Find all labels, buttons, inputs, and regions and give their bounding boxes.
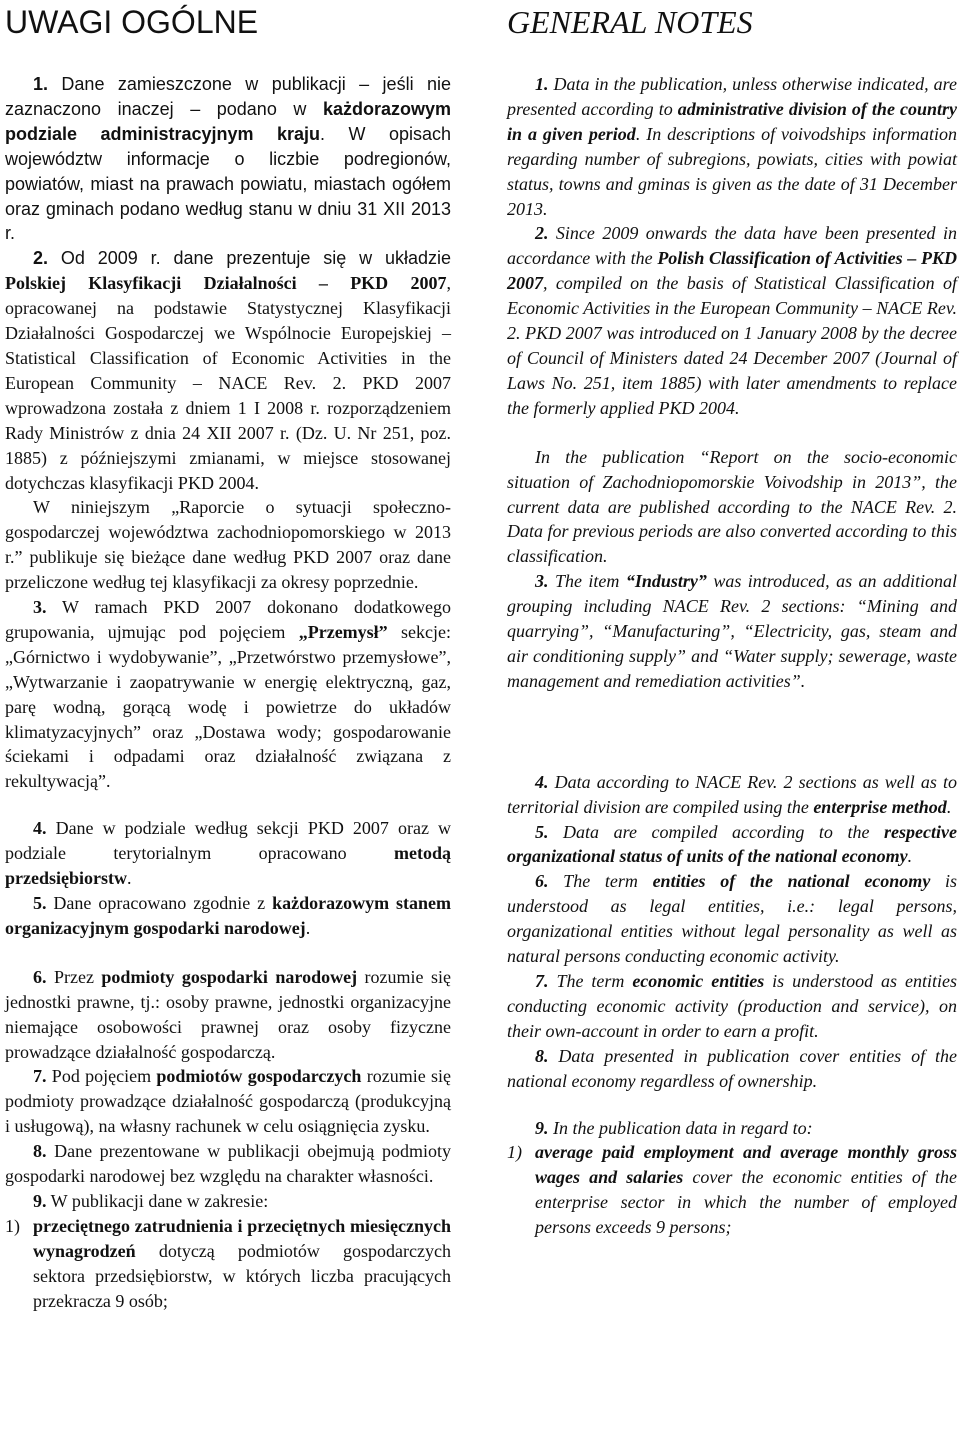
list-marker: 1) <box>5 1215 20 1236</box>
note-text: . W opisach województw informacje o liczbie podregionów, powiatów, miast na prawach powiatu, miastach ogółem oraz gminach podano według stanu w dniu 31 XII 2013 r. <box>5 123 451 244</box>
note-emphasis: Polish Classification of Activities – PKD 2007 <box>507 248 957 294</box>
note-number: 1. <box>535 74 549 94</box>
note-text: Data presented in publication cover entities of the national economy regardless of ownership. <box>507 1045 957 1091</box>
note-text: . <box>946 796 952 817</box>
english-note-5 <box>507 820 957 870</box>
polish-note-9 <box>5 1189 451 1214</box>
note-text: Dane prezentowane w publikacji obejmują podmioty gospodarki narodowej bez względu na charakter własności. <box>5 1141 451 1187</box>
polish-note-4 <box>5 816 451 891</box>
note-text: dotyczą podmiotów gospodarczych sektora przedsiębiorstw, w których liczba pracujących przekracza 9 osób; <box>33 1240 451 1311</box>
note-emphasis: każdorazowym stanem organizacyjnym gospodarki narodowej <box>5 893 451 938</box>
note-number: 2. <box>33 248 49 269</box>
note-text: is understood as legal entities, i.e.: legal persons, organizational entities without legal personality as well as natural persons conducting economic activity. <box>507 871 958 967</box>
note-emphasis: „Przemysł” <box>298 621 388 642</box>
note-text: W publikacji dane w zakresie: <box>46 1190 269 1211</box>
english-title: GENERAL NOTES <box>507 4 753 40</box>
note-number: 7. <box>535 971 549 991</box>
polish-note-6 <box>5 965 451 1065</box>
note-text: In the publication data in regard to: <box>548 1117 813 1138</box>
note-text: is understood as entities conducting economic activity (production and service), on their own-account in order to earn a profit. <box>507 971 957 1041</box>
note-emphasis: entities of the national economy <box>652 871 931 892</box>
note-text: Dane w podziale według sekcji PKD 2007 oraz w podziale terytorialnym opracowano <box>5 818 451 864</box>
polish-note-3 <box>5 595 451 794</box>
note-emphasis: przeciętnego zatrudnienia i przeciętnych miesięcznych wynagrodzeń <box>33 1215 451 1261</box>
note-text: . <box>126 868 132 889</box>
english-note-4 <box>507 770 957 820</box>
polish-note-2 <box>5 246 451 495</box>
polish-note-2b: W niniejszym „Raporcie o sytuacji społeczno-gospodarczej województwa zachodniopomorskiego w 2013 r.” publikuje się bieżące dane według PKD 2007 oraz dane przeliczone według tej klasyfikacji za okresy poprzednie. <box>5 497 451 593</box>
note-number: 3. <box>33 597 47 618</box>
note-text: rozumie się jednostki prawne, tj.: osoby prawne, jednostki organizacyjne niemające osobowości prawnej oraz osoby fizyczne prowadzące działalność gospodarczą. <box>5 966 451 1062</box>
note-number: 5. <box>33 893 47 913</box>
note-number: 4. <box>535 771 549 792</box>
english-note-2b: In the publication “Report on the socio-economic situation of Zachodniopomorskie Voivodship in 2013”, the current data are published according to the NACE Rev. 2. Data for previous periods are also converted according to this classification. <box>507 446 957 567</box>
note-number: 6. <box>33 966 47 987</box>
note-text: Data according to NACE Rev. 2 sections as well as to territorial division are compiled using the <box>507 771 957 817</box>
note-number: 7. <box>33 1066 47 1087</box>
note-text: . <box>907 846 913 867</box>
note-text: W ramach PKD 2007 dokonano dodatkowego grupowania, ujmując pod pojęciem <box>5 597 451 642</box>
note-number: 5. <box>535 821 549 842</box>
note-number: 6. <box>535 871 549 892</box>
english-note-3 <box>507 569 957 694</box>
note-number: 9. <box>535 1117 549 1138</box>
note-text: Data in the publication, unless otherwise indicated, are presented according to <box>507 74 957 119</box>
note-text: . In descriptions of voivodships information regarding number of subregions, powiats, cities with powiat status, towns and gminas is given as the date of 31 December 2013. <box>507 123 957 219</box>
note-number: 8. <box>33 1141 47 1162</box>
polish-note-1 <box>5 72 451 246</box>
note-text: Pod pojęciem <box>46 1066 157 1087</box>
english-list-item-1 <box>507 1140 957 1240</box>
note-emphasis: administrative division of the country in a given period <box>507 98 957 144</box>
polish-note-5 <box>5 891 451 941</box>
spacer <box>507 1094 957 1116</box>
english-column <box>507 0 957 1240</box>
note-text: , compiled on the basis of Statistical Classification of Economic Activities in the European Community – NACE Rev. 2. PKD 2007 was introduced on 1 January 2008 by the decree of Council of Ministers dated 24 December 2007 (Journal of Laws No. 251, item 1885) with later amendments to replace the formerly applied PKD 2004. <box>507 273 957 418</box>
note-text: was introduced, as an additional grouping including NACE Rev. 2 sections: “Mining and quarrying”, “Manufacturing”, “Electricity, gas, steam and air conditioning supply” and “Water supply; sewerage, waste management and remediation activities”. <box>507 571 957 691</box>
note-text: Data are compiled according to the <box>548 821 885 842</box>
note-text: , opracowanej na podstawie Statystycznej Klasyfikacji Działalności Gospodarczej we Wspólnocie Europejskiej – Statistical Classification of Economic Activities in the European Community – NACE Rev. 2. PKD 2007 wprowadzona została z dniem 1 I 2008 r. rozporządzeniem Rady Ministrów z dnia 24 XII 2007 r. (Dz. U. Nr 251, poz. 1885) z późniejszymi zmianami, w miejsce stosowanej dotychczas klasyfikacji PKD 2004. <box>5 273 451 493</box>
english-note-9 <box>507 1116 957 1141</box>
spacer <box>5 941 451 965</box>
english-note-6 <box>507 869 957 969</box>
english-note-2 <box>507 221 957 420</box>
english-note-1 <box>507 72 957 221</box>
note-text: cover the economic entities of the enterprise sector in which the number of employed persons exceeds 9 persons; <box>535 1167 957 1238</box>
polish-note-7 <box>5 1064 451 1139</box>
english-note-8 <box>507 1044 957 1094</box>
spacer <box>507 694 957 770</box>
note-text: Przez <box>46 966 102 987</box>
list-item-text <box>33 1214 451 1314</box>
note-text: Since 2009 onwards the data have been presented in accordance with the <box>507 223 957 269</box>
note-emphasis: enterprise method <box>813 796 947 817</box>
polish-title: UWAGI OGÓLNE <box>5 4 259 40</box>
english-note-7 <box>507 969 957 1044</box>
note-number: 8. <box>535 1045 549 1066</box>
note-emphasis: każdorazowym podziale administracyjnym kraju <box>5 98 451 144</box>
note-emphasis: respective organizational status of units of the national economy <box>507 821 957 867</box>
note-emphasis: metodą przedsiębiorstw <box>5 843 451 889</box>
note-emphasis: Polskiej Klasyfikacji Działalności – PKD 2007 <box>5 273 447 294</box>
polish-column <box>5 0 451 1314</box>
note-text: sekcje: „Górnictwo i wydobywanie”, „Przetwórstwo przemysłowe”, „Wytwarzanie i zaopatrywanie w energię elektryczną, gaz, parę wodną, gorącą wodę i powietrze do układów klimatyzacyjnych” oraz „Dostawa wody; gospodarowanie ściekami i odpadami oraz działalność związana z rekultywacją”. <box>5 621 451 792</box>
spacer <box>507 421 957 445</box>
note-text: Dane zamieszczone w publikacji – jeśli nie zaznaczono inaczej – podano w <box>5 74 451 119</box>
note-emphasis: economic entities <box>632 971 765 991</box>
note-emphasis: average paid employment and average monthly gross wages and salaries <box>535 1142 957 1188</box>
note-number: 3. <box>535 571 549 592</box>
note-number: 1. <box>33 74 49 94</box>
note-text: The item <box>548 571 626 592</box>
polish-list-item-1 <box>5 1214 451 1314</box>
note-text: Dane opracowano zgodnie z <box>46 893 273 913</box>
spacer <box>5 794 451 816</box>
note-text: The term <box>548 871 653 892</box>
note-number: 9. <box>33 1190 47 1211</box>
note-text: The term <box>548 971 633 991</box>
note-emphasis: podmiotów gospodarczych <box>156 1066 362 1087</box>
list-marker: 1) <box>507 1142 522 1163</box>
note-text: . <box>305 917 311 938</box>
note-emphasis: “Industry” <box>625 571 707 592</box>
polish-note-8 <box>5 1139 451 1189</box>
note-text: Od 2009 r. dane prezentuje się w układzie <box>48 248 451 269</box>
note-number: 4. <box>33 818 47 839</box>
note-emphasis: podmioty gospodarki narodowej <box>101 966 358 987</box>
note-text: rozumie się podmioty prowadzące działalność gospodarczą (produkcyjną i usługową), na własny rachunek w celu osiągnięcia zysku. <box>5 1066 451 1137</box>
list-item-text <box>535 1140 957 1240</box>
note-number: 2. <box>535 223 549 244</box>
